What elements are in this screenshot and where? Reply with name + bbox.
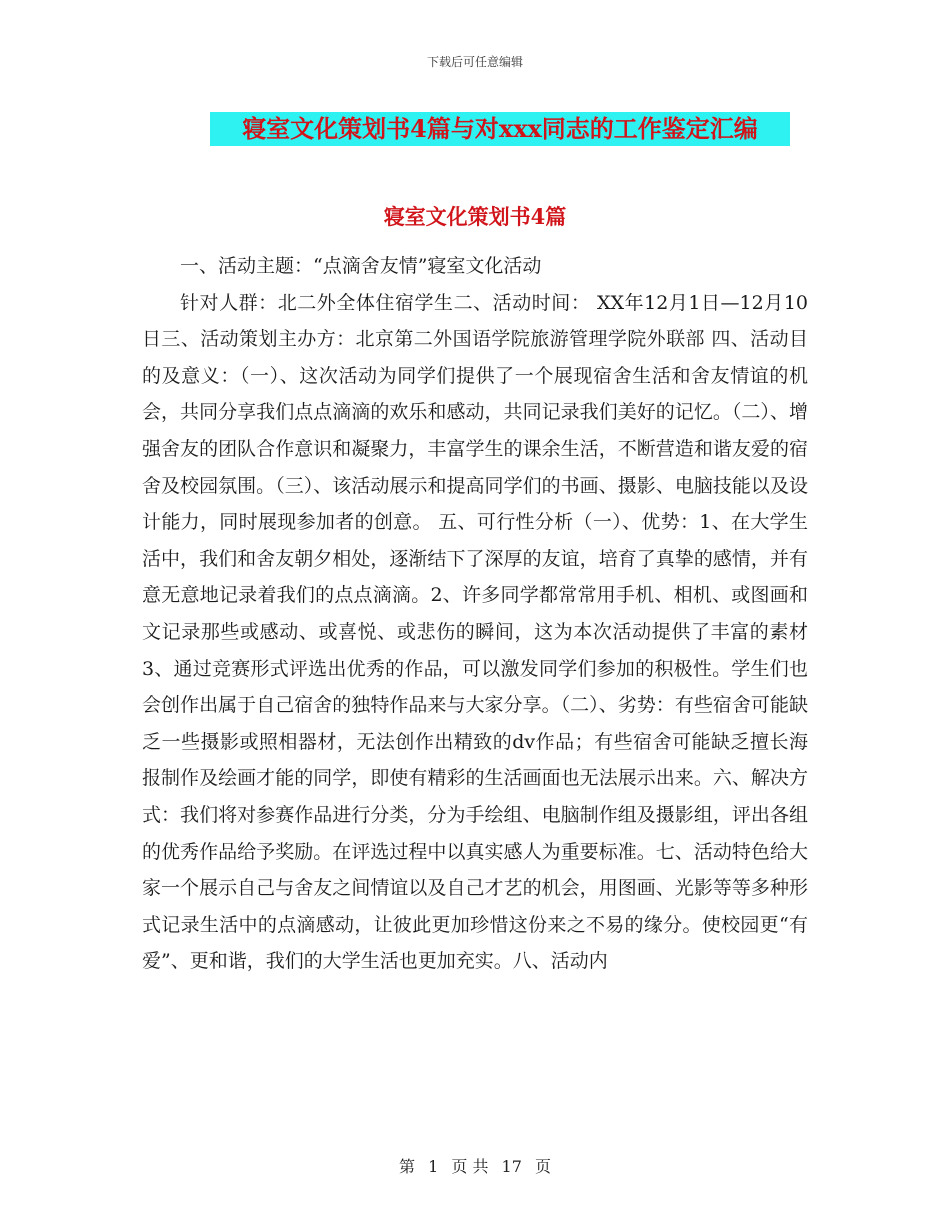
section-title: 寝室文化策划书4篇: [383, 204, 567, 229]
paragraph-body: 针对人群：北二外全体住宿学生二、活动时间： XX年12月1日—12月10日三、活动策划主办方：北京第二外国语学院旅游管理学院外联部 四、活动目的及意义：（一）、这次活动为同学们提供了一个展现宿舍生活和舍友情谊的机会，共同分享我们点点滴滴的欢乐和感动，共同记录我们美好的记忆。（二）、增强舍友的团队合作意识和凝聚力，丰富学生的课余生活，不断营造和谐友爱的宿舍及校园氛围。（三）、该活动展示和提高同学们的书画、摄影、电脑技能以及设计能力，同时展现参加者的创意。 五、可行性分析（一）、优势：1、在大学生活中，我们和舍友朝夕相处，逐渐结下了深厚的友谊，培育了真挚的感情，并有意无意地记录着我们的点点滴滴。2、许多同学都常常用手机、相机、或图画和文记录那些或感动、或喜悦、或悲伤的瞬间，这为本次活动提供了丰富的素材3、通过竞赛形式评选出优秀的作品，可以激发同学们参加的积极性。学生们也会创作出属于自己宿舍的独特作品来与大家分享。（二）、劣势：有些宿舍可能缺乏一些摄影或照相器材，无法创作出精致的dv作品；有些宿舍可能缺乏擅长海报制作及绘画才能的同学，即使有精彩的生活画面也无法展示出来。六、解决方式：我们将对参赛作品进行分类，分为手绘组、电脑制作组及摄影组，评出各组的优秀作品给予奖励。在评选过程中以真实感人为重要标准。七、活动特色给大家一个展示自己与舍友之间情谊以及自己才艺的机会，用图画、光影等等多种形式记录生活中的点滴感动，让彼此更加珍惜这份来之不易的缘分。使校园更“有爱”、更和谐，我们的大学生活也更加充实。八、活动内: [142, 291, 808, 973]
document-title: 寝室文化策划书4篇与对xxx同志的工作鉴定汇编: [210, 112, 790, 146]
body-text: [142, 248, 808, 980]
page-footer: [0, 1154, 950, 1177]
footer-total-pages: 17: [501, 1157, 522, 1176]
footer-prefix: 第: [398, 1157, 415, 1176]
footer-suffix: 页: [535, 1157, 552, 1176]
paragraph-theme: 一、活动主题：“点滴舍友情”寝室文化活动: [180, 255, 542, 277]
footer-page-number: 1: [428, 1157, 439, 1176]
header-note: 下载后可任意编辑: [426, 55, 523, 69]
footer-middle: 页 共: [451, 1157, 489, 1176]
